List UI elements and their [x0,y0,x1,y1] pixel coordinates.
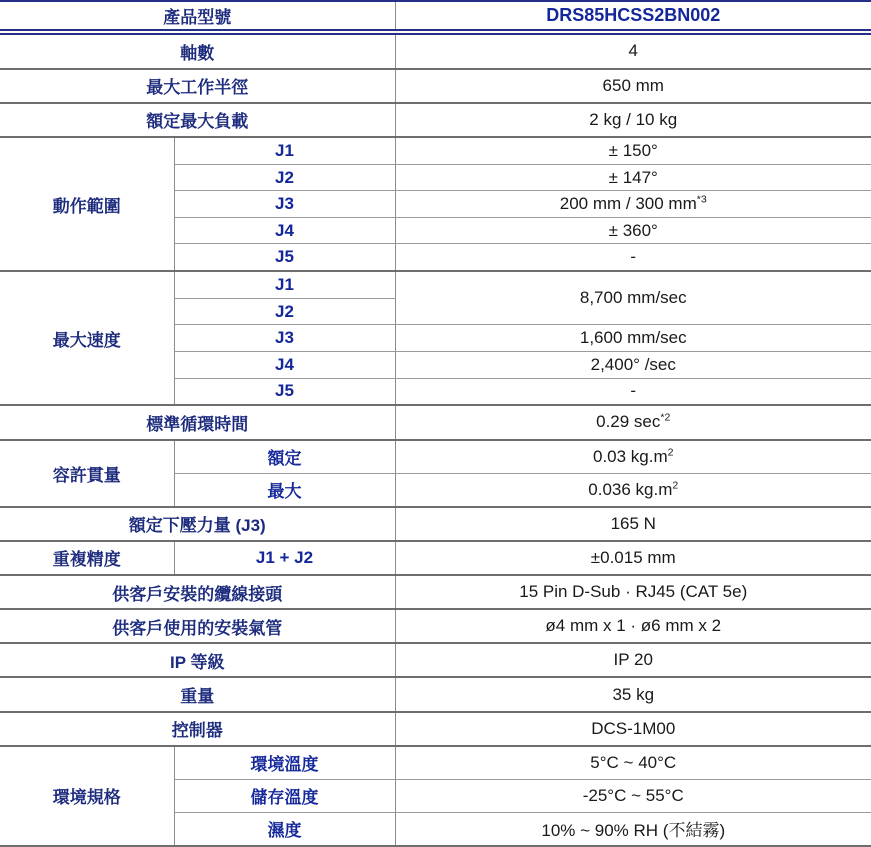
press-force-value: 165 N [395,507,871,541]
product-model-number: DRS85HCSS2BN002 [395,1,871,32]
speed-j4-value: 2,400° /sec [395,352,871,379]
env-storage-sub: 儲存溫度 [174,779,395,812]
speed-j4-sub: J4 [174,352,395,379]
repeatability-label: 重複精度 [0,541,174,575]
table-row-env-ambient [0,746,871,780]
motion-j1-value: ± 150° [395,137,871,164]
inertia-max-sub: 最大 [174,473,395,507]
cable-value: 15 Pin D-Sub · RJ45 (CAT 5e) [395,575,871,609]
table-row-cycle-time [0,405,871,439]
table-row-cable [0,575,871,609]
work-radius-label: 最大工作半徑 [0,69,395,103]
speed-j5-value: - [395,378,871,405]
env-ambient-sub: 環境溫度 [174,746,395,780]
footnote-marker: *2 [660,411,671,424]
env-ambient-value: 5°C ~ 40°C [395,746,871,780]
repeatability-sub: J1 + J2 [174,541,395,575]
table-row-speed-j1 [0,271,871,298]
air-tube-value: ø4 mm x 1 · ø6 mm x 2 [395,609,871,643]
table-row-controller [0,712,871,746]
speed-j1-sub: J1 [174,271,395,298]
product-model-header-label: 產品型號 [0,1,395,32]
payload-label: 額定最大負載 [0,103,395,137]
speed-j3-value: 1,600 mm/sec [395,325,871,352]
motion-j4-sub: J4 [174,217,395,244]
cycle-time-label: 標準循環時間 [0,405,395,439]
axes-label: 軸數 [0,32,395,69]
controller-label: 控制器 [0,712,395,746]
environment-label: 環境規格 [0,746,174,846]
table-row-press-force [0,507,871,541]
cycle-time-value: 0.29 $\sec^{*2}$ [395,405,871,439]
table-row-work-radius [0,69,871,103]
table-row-axes [0,32,871,69]
cable-label: 供客戶安裝的纜線接頭 [0,575,395,609]
inertia-rated-sub: 額定 [174,440,395,474]
max-speed-label: 最大速度 [0,271,174,405]
motion-j2-value: ± 147° [395,164,871,191]
speed-j5-sub: J5 [174,378,395,405]
weight-label: 重量 [0,677,395,711]
inertia-label: 容許貫量 [0,440,174,507]
table-row-motion-j1 [0,137,871,164]
controller-value: DCS-1M00 [395,712,871,746]
ip-rating-value: IP 20 [395,643,871,677]
motion-j5-sub: J5 [174,244,395,271]
table-row-weight [0,677,871,711]
motion-j2-sub: J2 [174,164,395,191]
table-row-air-tube [0,609,871,643]
inertia-rated-value: 0.03 $kg.m^2$ [395,440,871,474]
motion-j3-value: 200 mm / 300 $mm^{*3}$ [395,191,871,218]
motion-j1-sub: J1 [174,137,395,164]
press-force-label: 額定下壓力量 (J3) [0,507,395,541]
work-radius-value: 650 mm [395,69,871,103]
motion-j3-sub: J3 [174,191,395,218]
weight-value: 35 kg [395,677,871,711]
inertia-max-value: 0.036 $kg.m^2$ [395,473,871,507]
speed-j2-sub: J2 [174,298,395,325]
table-header-row [0,1,871,32]
superscript: 2 [672,478,679,491]
air-tube-label: 供客戶使用的安裝氣管 [0,609,395,643]
table-row-repeatability [0,541,871,575]
axes-value: 4 [395,32,871,69]
env-humidity-sub: 濕度 [174,812,395,846]
motion-j4-value: ± 360° [395,217,871,244]
superscript: 2 [667,445,674,458]
footnote-marker: *3 [696,193,707,206]
repeatability-value: ±0.015 mm [395,541,871,575]
speed-j3-sub: J3 [174,325,395,352]
motion-j5-value: - [395,244,871,271]
env-humidity-value: 10% ~ 90% RH (不結霧) [395,812,871,846]
table-row-ip-rating [0,643,871,677]
table-row-inertia-rated [0,440,871,474]
env-storage-value: -25°C ~ 55°C [395,779,871,812]
table-row-payload [0,103,871,137]
ip-rating-label: IP 等級 [0,643,395,677]
motion-range-label: 動作範圍 [0,137,174,271]
speed-j1-j2-value: 8,700 mm/sec [395,271,871,325]
payload-value: 2 kg / 10 kg [395,103,871,137]
